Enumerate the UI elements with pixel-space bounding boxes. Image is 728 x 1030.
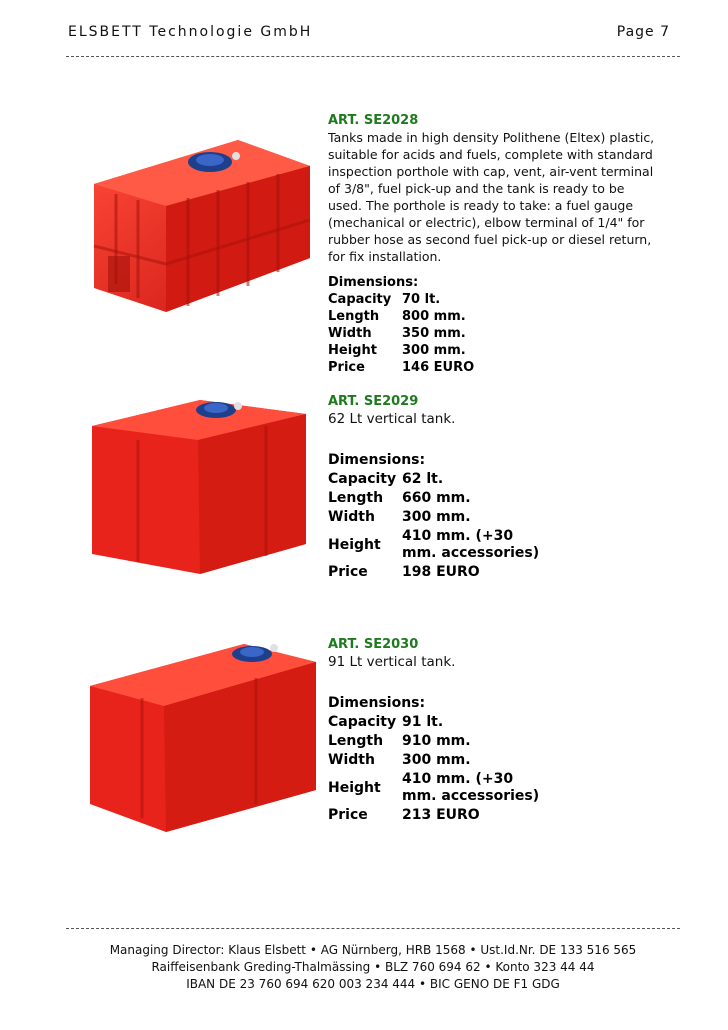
dimensions-title: Dimensions: (328, 275, 419, 290)
tank-image-se2029 (88, 396, 310, 576)
page-number: Page 7 (616, 24, 670, 40)
spec-row-capacity (328, 291, 474, 308)
spec-row-height (328, 342, 474, 359)
spec-label: Capacity (328, 714, 397, 730)
dimensions-title: Dimensions: (328, 695, 426, 711)
product-se2028 (328, 112, 658, 376)
spec-row-width (328, 751, 542, 770)
spec-label: Capacity (328, 292, 392, 307)
spec-value: 62 lt. (402, 471, 444, 487)
spec-value: 410 mm. (+30 mm. accessories) (402, 771, 540, 804)
spec-label: Price (328, 807, 368, 823)
spec-row-height (328, 770, 542, 806)
spec-value: 70 lt. (402, 292, 441, 307)
spec-label: Width (328, 752, 375, 768)
product-description: Tanks made in high density Polithene (Eltex) plastic, suitable for acids and fuels, complete with standard inspection porthole with cap, vent, air-vent terminal of 3/8", fuel pick-up and the tank is ready to be used. The porthole is ready to take: a fuel gauge (mechanical or electric), elbow terminal of 1/4" for rubber hose as second fuel pick-up or diesel return, for fix installation. (328, 130, 655, 264)
spec-label: Length (328, 733, 384, 749)
dimensions-title: Dimensions: (328, 452, 426, 468)
spec-row-price (328, 806, 542, 825)
spec-table (328, 470, 542, 582)
header-divider (66, 56, 680, 57)
product-se2029 (328, 393, 658, 582)
spec-label: Height (328, 343, 377, 358)
article-number: ART. SE2028 (328, 113, 419, 128)
footer-line-management: Managing Director: Klaus Elsbett • AG Nürnberg, HRB 1568 • Ust.Id.Nr. DE 133 516 565 (109, 943, 637, 957)
footer-line-bank: Raiffeisenbank Greding-Thalmässing • BLZ 760 694 62 • Konto 323 44 44 (151, 960, 595, 974)
footer-divider (66, 928, 680, 929)
spec-label: Capacity (328, 471, 397, 487)
spec-label: Width (328, 509, 375, 525)
spec-table (328, 713, 542, 825)
spec-label: Price (328, 564, 368, 580)
spec-row-length (328, 489, 542, 508)
spec-row-price (328, 359, 474, 376)
spec-row-width (328, 325, 474, 342)
product-description: 62 Lt vertical tank. (328, 411, 456, 427)
spec-row-length (328, 732, 542, 751)
spec-row-price (328, 563, 542, 582)
spec-value: 198 EURO (402, 564, 480, 580)
article-number: ART. SE2029 (328, 394, 419, 409)
spec-label: Width (328, 326, 372, 341)
spec-row-capacity (328, 470, 542, 489)
spec-table (328, 291, 474, 376)
spec-label: Length (328, 309, 380, 324)
footer (66, 942, 680, 993)
spec-row-length (328, 308, 474, 325)
spec-row-capacity (328, 713, 542, 732)
spec-label: Height (328, 779, 381, 796)
spec-value: 300 mm. (402, 343, 466, 358)
article-number: ART. SE2030 (328, 637, 419, 652)
spec-row-width (328, 508, 542, 527)
spec-label: Price (328, 360, 365, 375)
spec-value: 350 mm. (402, 326, 466, 341)
product-description: 91 Lt vertical tank. (328, 654, 456, 670)
spec-label: Height (328, 536, 381, 553)
spec-row-height (328, 527, 542, 563)
spec-value: 300 mm. (402, 509, 471, 525)
spec-value: 146 EURO (402, 360, 475, 375)
spec-value: 91 lt. (402, 714, 444, 730)
spec-value: 910 mm. (402, 733, 471, 749)
footer-line-iban: IBAN DE 23 760 694 620 003 234 444 • BIC GENO DE F1 GDG (186, 977, 560, 991)
spec-value: 660 mm. (402, 490, 471, 506)
spec-value: 800 mm. (402, 309, 466, 324)
company-name: ELSBETT Technologie GmbH (68, 24, 313, 40)
spec-value: 300 mm. (402, 752, 471, 768)
product-se2030 (328, 636, 658, 825)
spec-label: Length (328, 490, 384, 506)
tank-image-se2028 (88, 136, 314, 316)
tank-image-se2030 (86, 634, 320, 834)
spec-value: 410 mm. (+30 mm. accessories) (402, 528, 540, 561)
spec-value: 213 EURO (402, 807, 480, 823)
